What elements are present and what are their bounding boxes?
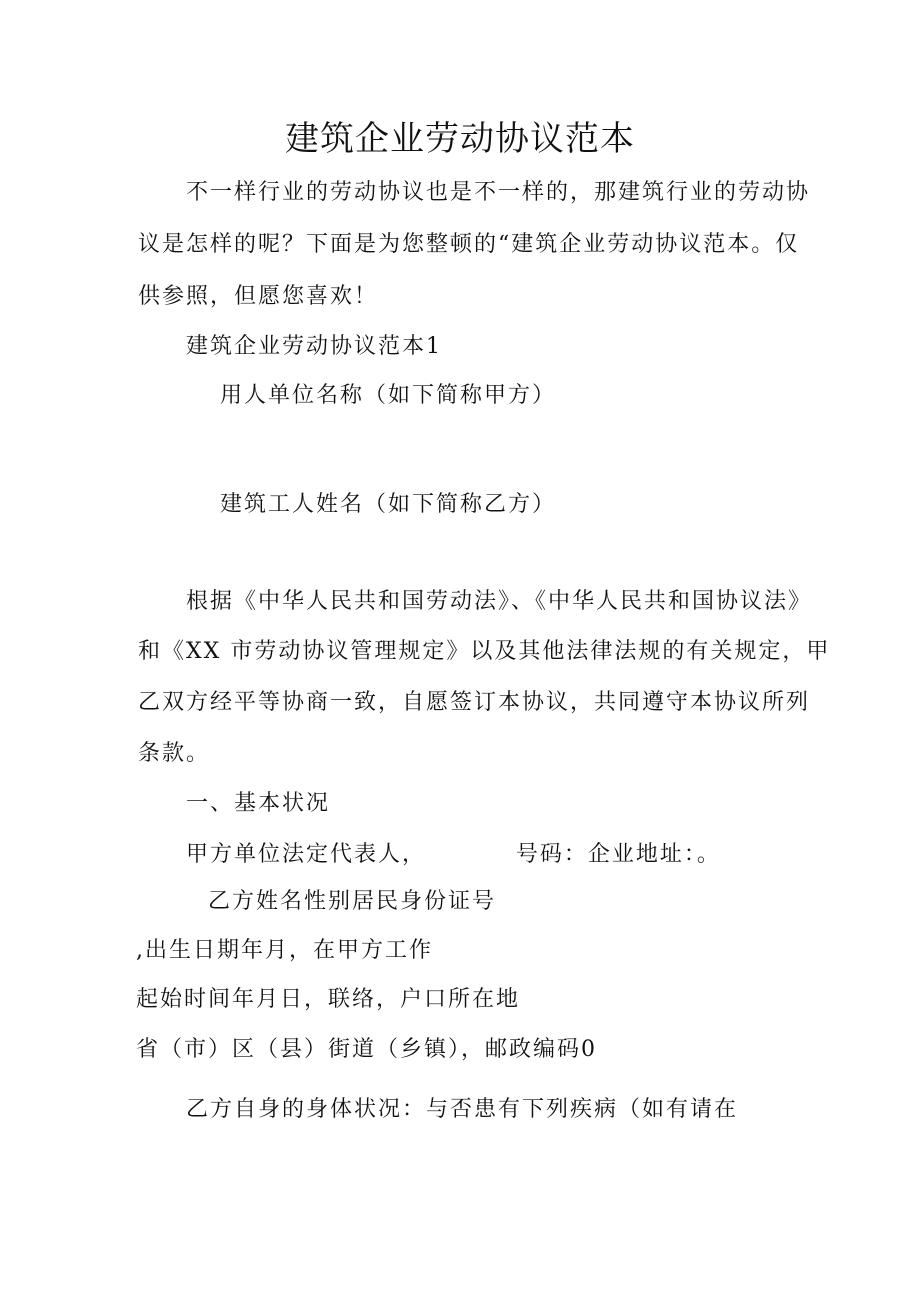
intro-line: 议是怎样的呢？下面是为您整顿的“建筑企业劳动协议范本。仅 xyxy=(138,232,800,257)
intro-line: 不一样行业的劳动协议也是不一样的，那建筑行业的劳动协 xyxy=(186,180,811,205)
document-title: 建筑企业劳动协议范本 xyxy=(285,119,635,159)
party-a-label: 用人单位名称（如下简称甲方） xyxy=(220,383,557,408)
party-b-label: 建筑工人姓名（如下简称乙方） xyxy=(220,492,557,517)
clause-line: 甲方单位法定代表人， 号码：企业地址：。 xyxy=(186,842,721,867)
clause-heading: 一、基本状况 xyxy=(186,791,331,816)
clause-line: ,出生日期年月，在甲方工作 xyxy=(136,938,433,963)
health-line: 乙方自身的身体状况：与否患有下列疾病（如有请在 xyxy=(186,1097,739,1122)
preamble-line: 乙双方经平等协商一致，自愿签订本协议，共同遵守本协议所列 xyxy=(138,690,811,715)
preamble-line: 和《XX 市劳动协议管理规定》以及其他法律法规的有关规定，甲 xyxy=(138,639,831,664)
clause-line: 乙方姓名性别居民身份证号 xyxy=(208,889,497,914)
clause-line: 起始时间年月日，联络，户口所在地 xyxy=(136,987,521,1012)
clause-line: 省（市）区（县）街道（乡镇），邮政编码0 xyxy=(136,1037,597,1062)
preamble-line: 条款。 xyxy=(138,741,211,766)
intro-line: 供参照，但愿您喜欢！ xyxy=(138,284,379,309)
section-title: 建筑企业劳动协议范本1 xyxy=(186,334,442,359)
preamble-line: 根据《中华人民共和国劳动法》、《中华人民共和国协议法》 xyxy=(186,589,813,614)
